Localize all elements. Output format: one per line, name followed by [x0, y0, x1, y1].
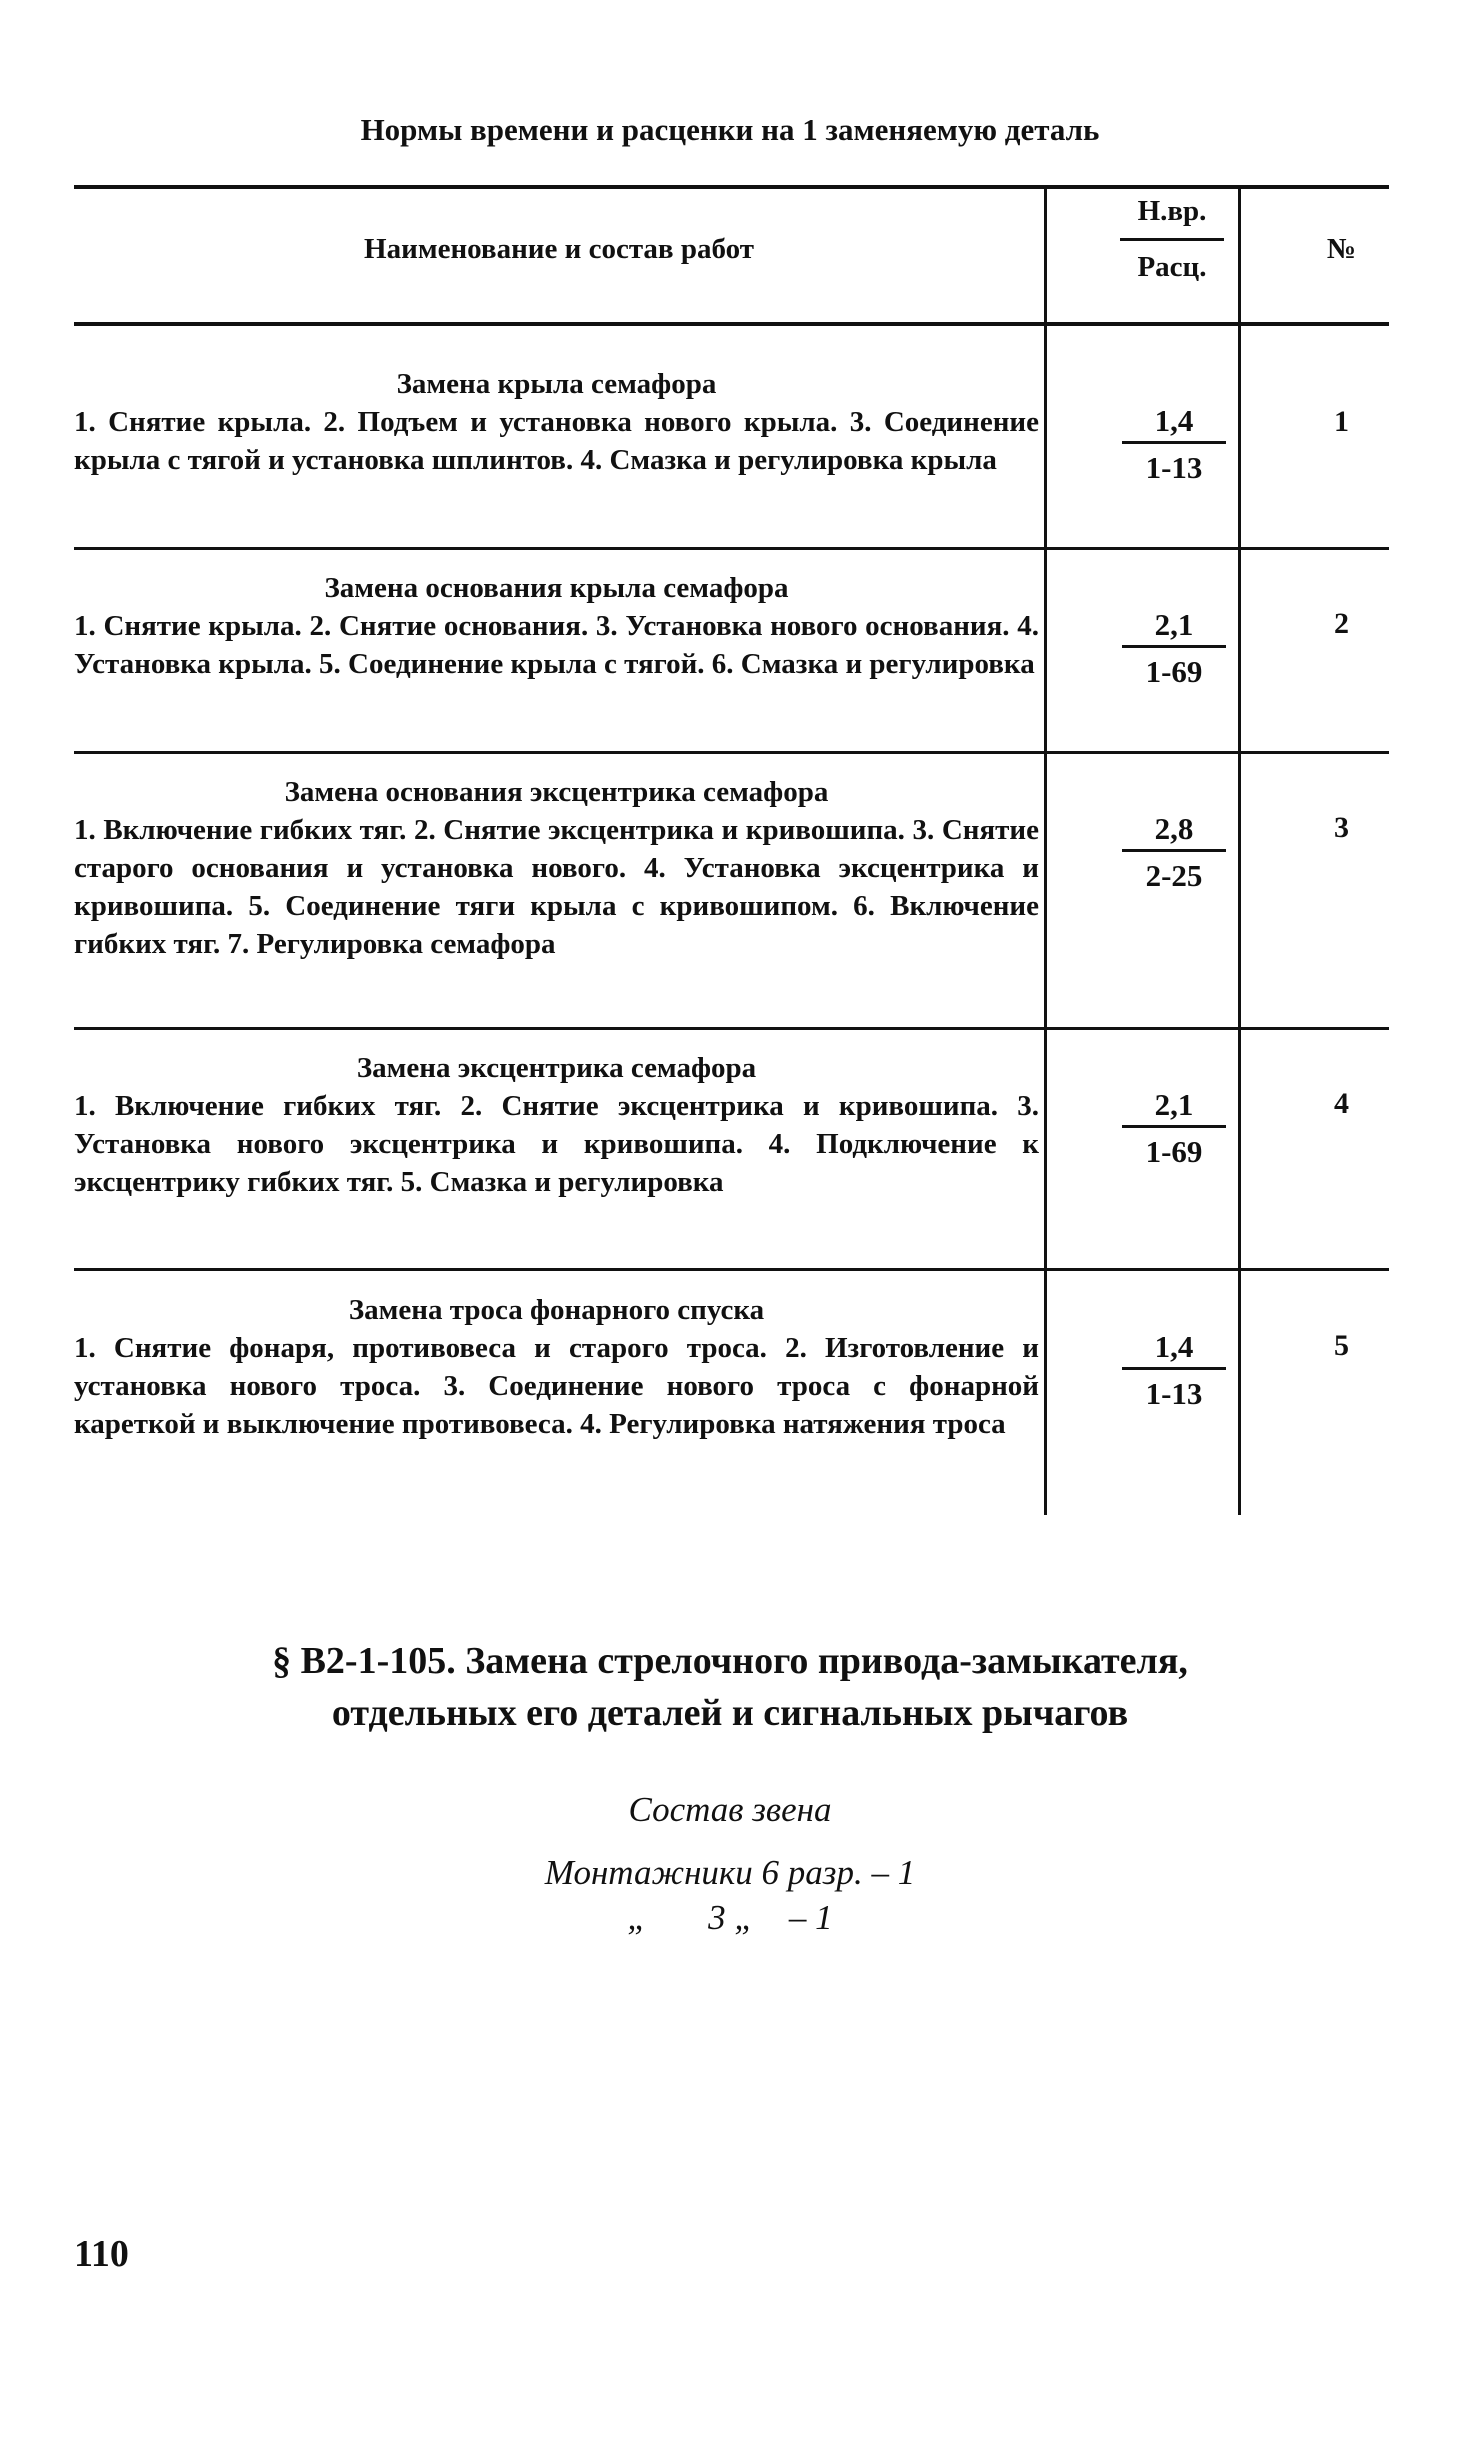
- norm-value: 2,1: [1154, 1087, 1194, 1122]
- price-value: 1-69: [1145, 1134, 1203, 1169]
- price-value: 1-13: [1145, 1376, 1203, 1411]
- work-title: Замена основания эксцентрика семафора: [284, 776, 829, 808]
- row-number: 4: [1334, 1087, 1349, 1120]
- header-norm-bottom: Расц.: [1137, 251, 1207, 283]
- page-number: 110: [74, 2233, 129, 2275]
- work-title: Замена основания крыла семафора: [324, 572, 789, 604]
- norm-value: 2,1: [1154, 607, 1194, 642]
- norm-value: 1,4: [1154, 1329, 1194, 1364]
- section-heading-line-1: § В2-1-105. Замена стрелочного привода-замыкателя,: [272, 1640, 1188, 1682]
- norm-fraction: [1114, 607, 1234, 690]
- norm-value: 1,4: [1154, 403, 1194, 438]
- norm-value: 2,8: [1154, 811, 1194, 846]
- work-title: Замена эксцентрика семафора: [356, 1052, 757, 1084]
- work-cell: [74, 773, 1039, 963]
- price-value: 1-13: [1145, 450, 1203, 485]
- table-caption: Нормы времени и расценки на 1 заменяемую деталь: [360, 112, 1100, 147]
- norm-fraction: [1114, 811, 1234, 894]
- crew-line-1: Монтажники 6 разр. – 1: [544, 1853, 916, 1892]
- work-cell: [74, 1291, 1039, 1443]
- work-description: 1. Включение гибких тяг. 2. Снятие эксцентрика и кривошипа. 3. Снятие старого основания и установка нового. 4. Установка эксцентрика и кривошипа. 5. Соединение тяги крыла с кривошипом. 6. Включение гибких тяг. 7. Регулировка семафора: [74, 814, 1039, 960]
- table-top-rule: [74, 185, 1389, 189]
- row-number: 1: [1334, 405, 1349, 438]
- row-divider: [74, 1027, 1389, 1030]
- work-description: 1. Снятие крыла. 2. Снятие основания. 3. Установка нового основания. 4. Установка крыла. 5. Соединение крыла с тягой. 6. Смазка и регулировка: [74, 610, 1039, 680]
- work-description: 1. Снятие крыла. 2. Подъем и установка нового крыла. 3. Соединение крыла с тягой и установка шплинтов. 4. Смазка и регулировка крыла: [74, 406, 1039, 476]
- fraction-bar: [1122, 645, 1226, 648]
- column-divider-num: [1238, 185, 1241, 1515]
- work-description: 1. Снятие фонаря, противовеса и старого троса. 2. Изготовление и установка нового троса. 3. Соединение нового троса с фонарной кареткой и выключение противовеса. 4. Регулировка натяжения троса: [74, 1332, 1039, 1440]
- section-heading-line-2: отдельных его деталей и сигнальных рычагов: [331, 1692, 1129, 1734]
- work-title: Замена троса фонарного спуска: [348, 1294, 765, 1326]
- norm-fraction: [1114, 1087, 1234, 1170]
- norm-fraction: [1114, 403, 1234, 486]
- row-divider: [74, 1268, 1389, 1271]
- norm-fraction: [1114, 1329, 1234, 1412]
- column-divider-norm: [1044, 185, 1047, 1515]
- row-divider: [74, 547, 1389, 550]
- row-number: 2: [1334, 607, 1349, 640]
- header-norm: [1082, 195, 1262, 284]
- fraction-bar: [1122, 1125, 1226, 1128]
- price-value: 1-69: [1145, 654, 1203, 689]
- header-norm-top: Н.вр.: [1137, 195, 1207, 227]
- work-description: 1. Включение гибких тяг. 2. Снятие эксцентрика и кривошипа. 3. Установка нового эксцентрика и кривошипа. 4. Подключение к эксцентрику гибких тяг. 5. Смазка и регулировка: [74, 1090, 1039, 1198]
- header-num: №: [1326, 233, 1357, 265]
- price-value: 2-25: [1145, 858, 1203, 893]
- crew-heading: Состав звена: [628, 1790, 832, 1829]
- row-number: 3: [1334, 811, 1349, 844]
- fraction-bar: [1122, 441, 1226, 444]
- header-norm-bar: [1120, 238, 1224, 241]
- work-cell: [74, 569, 1039, 683]
- work-cell: [74, 1049, 1039, 1201]
- row-divider: [74, 751, 1389, 754]
- header-bottom-rule: [74, 322, 1389, 326]
- header-work: Наименование и состав работ: [364, 233, 754, 265]
- crew-line-2: „ 3 „ – 1: [627, 1898, 833, 1937]
- fraction-bar: [1122, 1367, 1226, 1370]
- work-title: Замена крыла семафора: [396, 368, 717, 400]
- row-number: 5: [1334, 1329, 1349, 1362]
- section-heading: [0, 1635, 1460, 1739]
- fraction-bar: [1122, 849, 1226, 852]
- work-cell: [74, 365, 1039, 479]
